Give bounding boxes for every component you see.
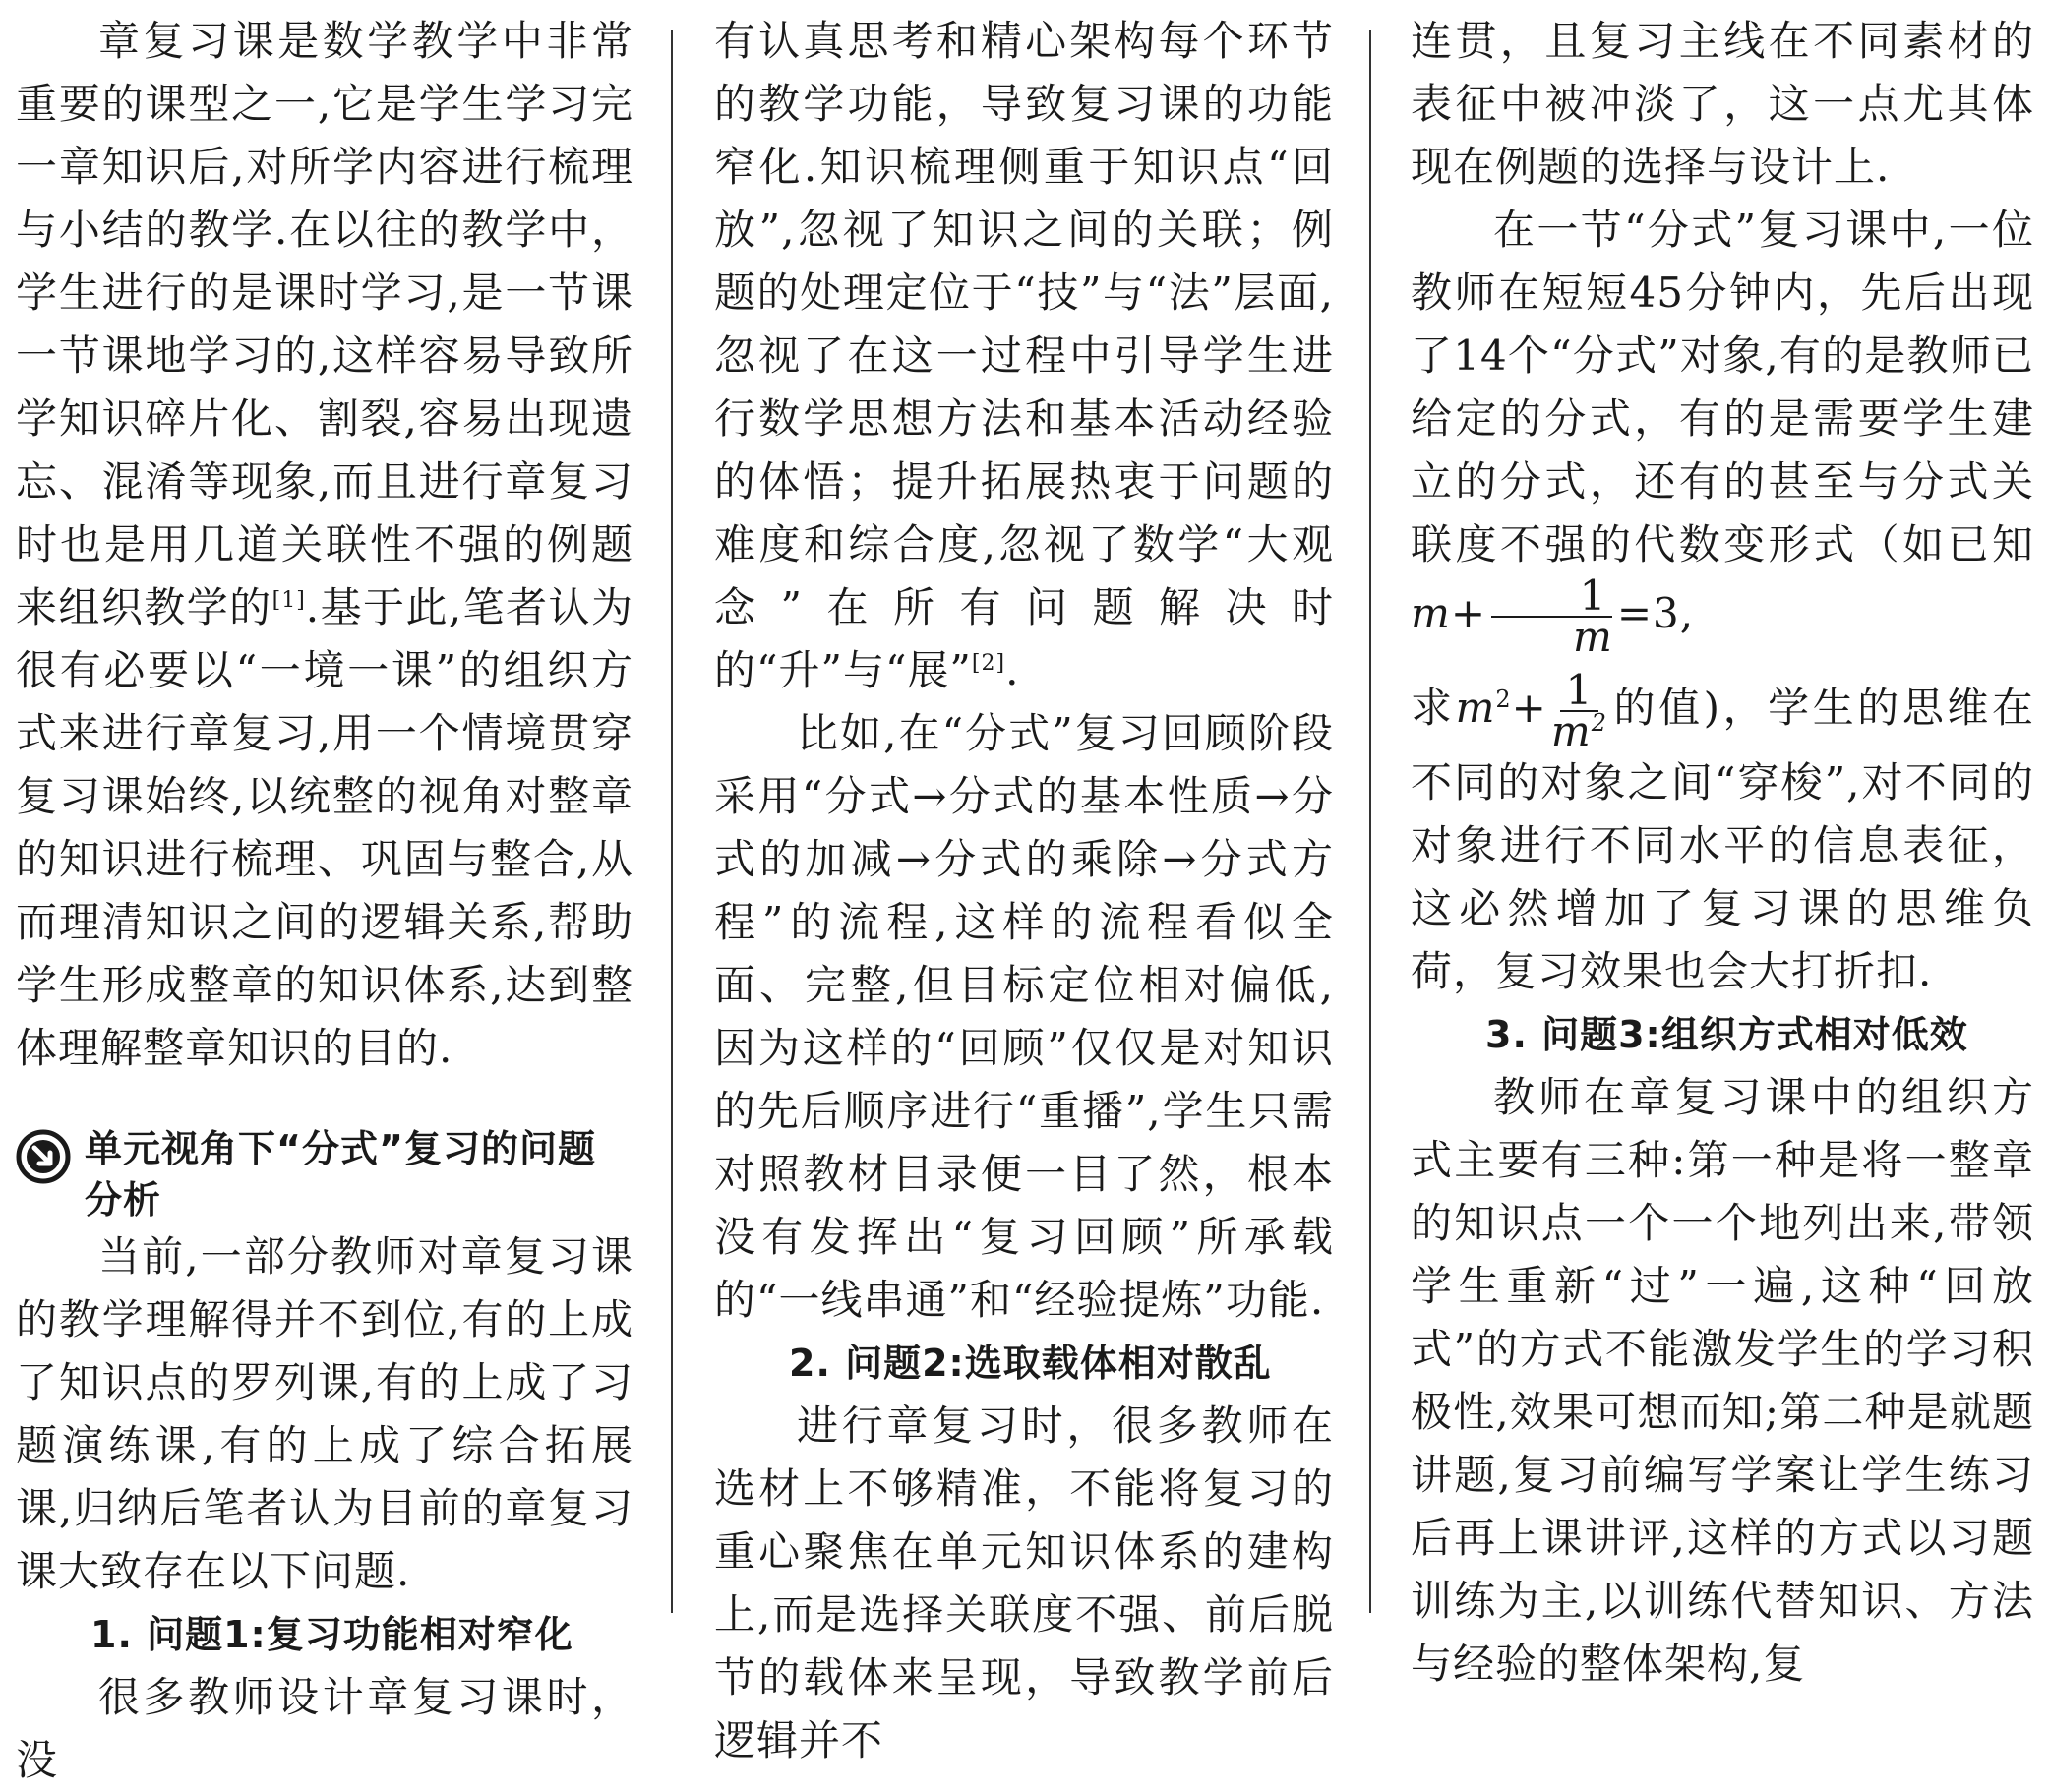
subheading-problem-1: 1. 问题1:复习功能相对窄化 bbox=[90, 1613, 573, 1656]
section-title: 单元视角下“分式”复习的问题分析 bbox=[85, 1127, 596, 1222]
paragraph: 当前,一部分教师对章复习课的教学理解得并不到位,有的上成了知识点的罗列课,有的上成了习题演练课,有的上成了综合拓展课,归纳后笔者认为目前的章复习课大致存在以下问题. bbox=[16, 1232, 633, 1595]
math-var: m bbox=[1411, 589, 1451, 637]
paragraph: 有认真思考和精心架构每个环节的教学功能，导致复习课的功能窄化.知识梳理侧重于知识点“回放”,忽视了知识之间的关联；例题的处理定位于“技”与“法”层面,忽视了在这一过程中引导学生进行数学思想方法和基本活动经验的体悟；提升拓展热衷于问题的难度和综合度,忽视了数学“大观念”在所有问题解决时的“升”与“展”[2]. bbox=[714, 17, 1334, 694]
column-divider bbox=[671, 30, 673, 1613]
math-var: m bbox=[1455, 684, 1496, 732]
math-fraction: $\frac{1}{m}$ bbox=[1490, 576, 1613, 657]
paragraph: 进行章复习时，很多教师在选材上不够精准，不能将复习的重心聚焦在单元知识体系的建构上,而是选择关联度不强、前后脱节的载体来呈现，导致教学前后逻辑并不 bbox=[714, 1402, 1334, 1764]
column-divider bbox=[1369, 30, 1371, 1613]
intro-paragraph: 章复习课是数学教学中非常重要的课型之一,它是学生学习完一章知识后,对所学内容进行梳理与小结的教学.在以往的教学中，学生进行的是课时学习,是一节课一节课地学习的,这样容易导致所学知识碎片化、割裂,容易出现遗忘、混淆等现象,而且进行章复习时也是用几道关联性不强的例题来组织教学的[1].基于此,笔者认为很有必要以“一境一课”的组织方式来进行章复习,用一个情境贯穿复习课始终,以统整的视角对整章的知识进行梳理、巩固与整合,从而理清知识之间的逻辑关系,帮助学生形成整章的知识体系,达到整体理解整章知识的目的. bbox=[16, 17, 633, 1072]
column-2 bbox=[714, 10, 1334, 1764]
paragraph-with-math: 求$m^2+$ $\frac{1}{m^2}$ 的值)，学生的思维在不同的对象之间“穿梭”,对不同的对象进行不同水平的信息表征，这必然增加了复习课的思维负荷，复习效果也会大打折扣. bbox=[1411, 666, 2034, 995]
subheading-problem-3: 3. 问题3:组织方式相对低效 bbox=[1485, 1013, 1968, 1056]
section-arrow-icon bbox=[16, 1129, 71, 1184]
citation-ref: [2] bbox=[971, 651, 1006, 676]
paragraph: 很多教师设计章复习课时，没 bbox=[16, 1673, 633, 1784]
citation-ref: [1] bbox=[271, 588, 306, 613]
paragraph-with-math: 在一节“分式”复习课中,一位教师在短短45分钟内，先后出现了14个“分式”对象,有的是教师已给定的分式，有的是需要学生建立的分式，还有的甚至与分式关联度不强的代数变形式（如已知m+ $\frac{1}{m}$ =3, bbox=[1411, 206, 2034, 661]
paragraph: 教师在章复习课中的组织方式主要有三种:第一种是将一整章的知识点一个一个地列出来,带领学生重新“过”一遍,这种“回放式”的方式不能激发学生的学习积极性,效果可想而知;第二种是就题讲题,复习前编写学案让学生练习后再上课讲评,这样的方式以习题训练为主,以训练代替知识、方法与经验的整体架构,复 bbox=[1411, 1073, 2034, 1688]
paragraph: 比如,在“分式”复习回顾阶段采用“分式→分式的基本性质→分式的加减→分式的乘除→分式方程”的流程,这样的流程看似全面、完整,但目标定位相对偏低,因为这样的“回顾”仅仅是对知识的先后顺序进行“重播”,学生只需对照教材目录便一目了然，根本没有发挥出“复习回顾”所承载的“一线串通”和“经验提炼”功能. bbox=[714, 709, 1334, 1324]
column-1 bbox=[16, 10, 633, 1784]
section-heading bbox=[16, 1123, 633, 1225]
paragraph: 连贯，且复习主线在不同素材的表征中被冲淡了，这一点尤其体现在例题的选择与设计上. bbox=[1411, 17, 2034, 191]
column-3 bbox=[1411, 10, 2034, 1688]
subheading-problem-2: 2. 问题2:选取载体相对散乱 bbox=[789, 1342, 1272, 1385]
math-fraction: $\frac{1}{m^2}$ bbox=[1550, 666, 1607, 755]
